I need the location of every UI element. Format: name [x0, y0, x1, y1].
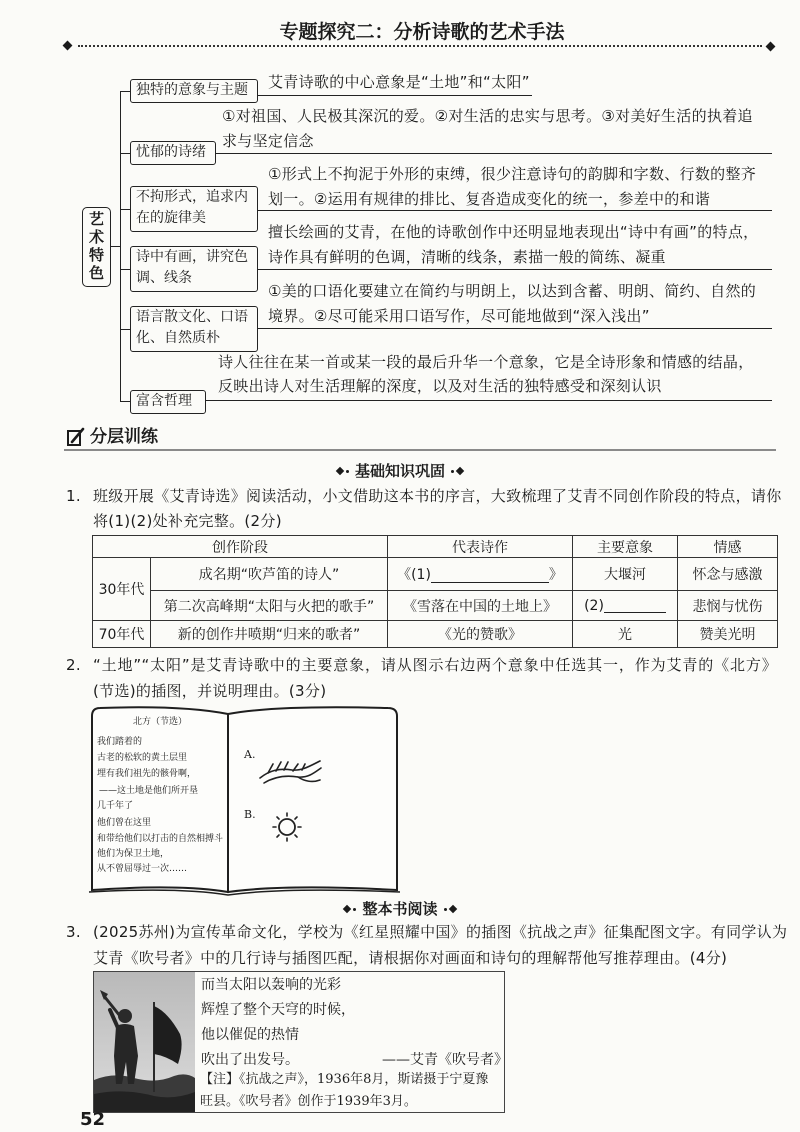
blank-prefix: (2)	[584, 597, 604, 614]
branch-label-line: 忧郁的诗绪	[136, 144, 206, 160]
question-text-line: (2025苏州)为宣传革命文化，学校为《红星照耀中国》的插图《抗战之声》征集配图文字。有同学认为	[93, 923, 788, 941]
sun-icon	[270, 810, 304, 844]
branch-tick	[120, 269, 130, 270]
blank-prefix: 《(1)	[397, 567, 431, 583]
branch-tick	[120, 91, 130, 92]
header-diamond-left	[63, 41, 73, 51]
poem-line: 吹出了出发号。	[201, 1052, 299, 1068]
section-heading-basic	[0, 461, 800, 481]
table-header-cell: 情感	[678, 536, 778, 558]
book-poem-line: ——这土地是他们所开垦	[99, 786, 199, 796]
header-dotted-rule	[78, 45, 762, 47]
branch-rule	[206, 400, 772, 401]
branch-rule	[216, 153, 772, 154]
notebook-pencil-icon	[66, 427, 86, 447]
poem-line: 他以催促的热情	[201, 1027, 299, 1043]
question-text-line: (节选)的插图，并说明理由。(3分)	[93, 682, 327, 700]
emotion-cell: 怀念与感激	[678, 558, 778, 591]
branch-tick	[120, 329, 130, 330]
book-poem-title: 北方（节选）	[132, 717, 187, 727]
poem-cell: 《雪落在中国的土地上》	[388, 591, 573, 621]
branch-label-language	[130, 306, 258, 352]
poem-line: 辉煌了整个天穹的时候，	[201, 1002, 355, 1018]
book-poem-line: 我们踏着的	[97, 737, 143, 747]
image-cell-blank	[573, 591, 678, 621]
section-title: 基础知识巩固	[354, 462, 445, 480]
table-header-cell: 主要意象	[573, 536, 678, 558]
branch-text-line: 擅长绘画的艾青，在他的诗歌创作中还明显地表现出“诗中有画”的特点，	[268, 223, 759, 241]
table-header-row	[93, 536, 778, 558]
branch-tick	[120, 209, 130, 210]
table-row	[93, 621, 778, 648]
blank-suffix: 》	[548, 567, 563, 583]
page-number: 52	[80, 1109, 106, 1130]
training-rule	[64, 449, 776, 451]
branch-text-line: ①美的口语化要建立在简约与明朗上，以达到含蓄、明朗、简约、自然的	[268, 282, 757, 300]
emotion-cell: 悲悯与忧伤	[678, 591, 778, 621]
era-cell: 30年代	[93, 558, 151, 621]
branch-rule	[258, 95, 532, 96]
header-diamond-right	[766, 42, 776, 52]
branch-label-line: 在的旋律美	[136, 210, 206, 226]
poem-attribution: ——艾青《吹号者》	[382, 1052, 508, 1068]
photo-note-line: 【注】《抗战之声》，1936年8月，斯诺摄于宁夏豫	[200, 1072, 489, 1087]
branch-label-line: 独特的意象与主题	[136, 82, 248, 98]
book-poem-line: 古老的松软的黄土层里	[97, 753, 188, 763]
branch-label-line: 语言散文化、口语	[136, 309, 248, 325]
book-poem-line: 他们曾在这里	[97, 818, 152, 828]
diamond-deco-left	[337, 468, 349, 474]
question-text-line: “土地”“太阳”是艾青诗歌中的主要意象，请从图示右边两个意象中任选其一，作为艾青的《北方》	[93, 656, 777, 674]
book-poem-line: 从不曾屈辱过一次……	[97, 864, 188, 874]
branch-label-line: 化、自然质朴	[136, 330, 220, 346]
section-title: 整本书阅读	[362, 900, 438, 918]
bugler-photo	[94, 972, 195, 1112]
branch-text-line: ①形式上不拘泥于外形的束缚，很少注意诗句的韵脚和字数、行数的整齐	[268, 165, 757, 183]
answer-blank-1[interactable]	[431, 568, 549, 583]
branch-label-imagery	[130, 79, 258, 103]
stage-cell: 第二次高峰期“太阳与火把的歌手”	[151, 591, 388, 621]
diamond-deco-right	[444, 906, 456, 912]
root-connector	[110, 246, 120, 247]
book-poem-line: 他们为保卫土地，	[97, 849, 170, 859]
book-poem-line: 几千年了	[97, 801, 134, 811]
question-text-line: 班级开展《艾青诗选》阅读活动，小文借助这本书的序言，大致梳理了艾青不同创作阶段的特点，请你	[93, 487, 782, 505]
table-row	[93, 591, 778, 621]
image-cell: 光	[573, 621, 678, 648]
branch-text-line: 求与坚定信念	[222, 132, 314, 150]
branch-label-line: 诗中有画，讲究色	[136, 249, 248, 265]
diamond-deco-left	[344, 906, 356, 912]
poem-line: 而当太阳以轰响的光彩	[201, 977, 341, 993]
section-heading-whole-book	[0, 899, 800, 919]
answer-blank-2[interactable]	[604, 598, 666, 613]
image-cell: 大堰河	[573, 558, 678, 591]
branch-text-line: 艾青诗歌的中心意象是“土地”和“太阳”	[268, 73, 530, 91]
book-poem-line: 和带给他们以打击的自然相搏斗	[97, 834, 224, 844]
branch-text-line: ①对祖国、人民极其深沉的爱。②对生活的忠实与思考。③对美好生活的执着追	[222, 107, 753, 125]
option-b-label: B.	[244, 808, 256, 821]
branch-rule	[258, 269, 772, 270]
poem-cell-blank	[388, 558, 573, 591]
training-title: 分层训练	[90, 427, 158, 447]
table-header-cell: 创作阶段	[93, 536, 388, 558]
emotion-cell: 赞美光明	[678, 621, 778, 648]
branch-label-philosophy	[130, 390, 206, 414]
branch-label-form	[130, 186, 258, 232]
branch-text-line: 划一。②运用有规律的排比、复沓造成变化的统一，参差中的和谐	[268, 190, 711, 208]
branch-text-line: 反映出诗人对生活理解的深度，以及对生活的独特感受和深刻认识	[218, 377, 662, 395]
branch-text-line: 境界。②尽可能采用口语写作，尽可能地做到“深入浅出”	[268, 307, 650, 325]
book-poem-line: 埋有我们祖先的骸骨啊，	[97, 769, 197, 779]
creation-stage-table	[92, 535, 778, 648]
question-number: 3.	[66, 923, 81, 941]
branch-label-line: 富含哲理	[136, 393, 192, 409]
stage-cell: 新的创作井喷期“归来的歌者”	[151, 621, 388, 648]
branch-tick	[120, 401, 130, 402]
question-number: 1.	[66, 487, 81, 505]
branch-label-painting	[130, 246, 258, 292]
mindmap-trunk	[120, 91, 121, 401]
stage-cell: 成名期“吹芦笛的诗人”	[151, 558, 388, 591]
photo-note-line: 旺县。《吹号者》创作于1939年3月。	[200, 1094, 417, 1109]
mindmap-root: 艺术特色	[82, 207, 111, 287]
diamond-deco-right	[451, 468, 463, 474]
poem-cell: 《光的赞歌》	[388, 621, 573, 648]
question-text-line: 艾青《吹号者》中的几行诗与插图匹配，请根据你对画面和诗句的理解帮他写推荐理由。(4分)	[93, 949, 728, 967]
branch-rule	[258, 328, 772, 329]
era-cell: 70年代	[93, 621, 151, 648]
page-title: 专题探究二：分析诗歌的艺术手法	[279, 21, 565, 43]
table-header-cell: 代表诗作	[388, 536, 573, 558]
branch-text-line: 诗作具有鲜明的色调，清晰的线条，素描一般的简练、凝重	[268, 248, 666, 266]
land-sketch-icon	[258, 756, 324, 788]
question-text-line: 将(1)(2)处补充完整。(2分)	[93, 512, 282, 530]
branch-label-line: 不拘形式，追求内	[136, 189, 248, 205]
branch-tick	[120, 153, 130, 154]
branch-label-melancholy	[130, 141, 216, 165]
branch-text-line: 诗人往往在某一首或某一段的最后升华一个意象，它是全诗形象和情感的结晶，	[218, 353, 754, 371]
question-number: 2.	[66, 656, 81, 674]
table-row	[93, 558, 778, 591]
branch-rule	[258, 210, 772, 211]
option-a-label: A.	[244, 748, 256, 761]
branch-label-line: 调、线条	[136, 270, 192, 286]
